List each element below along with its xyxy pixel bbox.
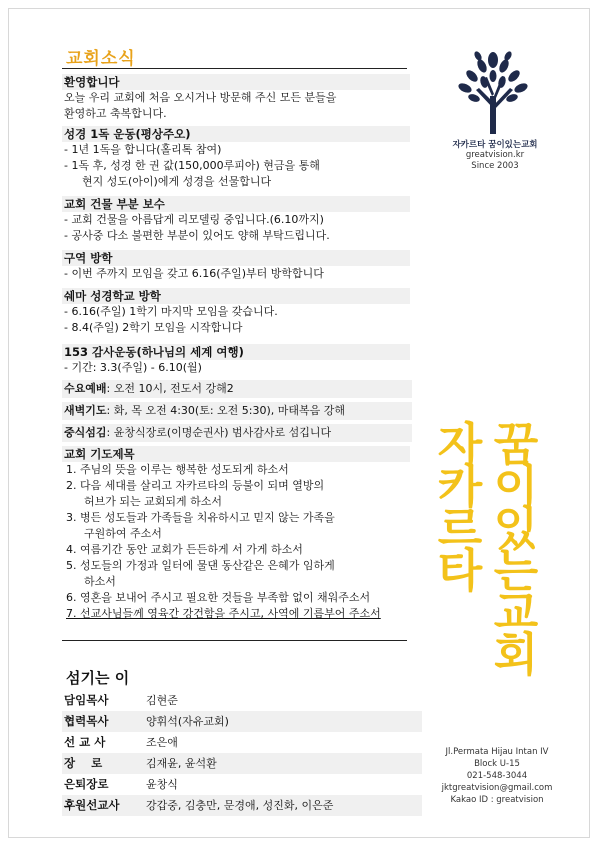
staff-names: 강갑중, 김충만, 문경애, 성진화, 이은준 (146, 799, 334, 812)
section-shema-school (62, 288, 410, 336)
section-building-repair (62, 196, 410, 244)
prayer-item: 6. 영혼을 보내어 주시고 필요한 것들을 부족함 없이 채워주소서 (66, 591, 371, 604)
inline-wednesday-text: : 오전 10시, 전도서 강해2 (106, 382, 234, 395)
staff-role: 선 교 사 (64, 735, 106, 749)
section-thanks-153-head: 153 감사운동(하나님의 세계 여행) (62, 344, 410, 360)
inline-dawn-prayer (62, 402, 412, 420)
contact-address-2: Block U-15 (474, 759, 520, 769)
contact-kakao: Kakao ID : greatvision (450, 795, 544, 805)
section-building-repair-head: 교회 건물 부분 보수 (62, 196, 410, 212)
prayer-item: 하소서 (84, 575, 116, 588)
prayer-item: 2. 다음 세대를 살리고 자카르타의 등불이 되며 열방의 (66, 479, 325, 492)
prayer-item: 5. 성도들의 가정과 일터에 물댄 동산같은 은혜가 임하게 (66, 559, 335, 572)
section-cell-break-line-1: - 이번 주까지 모임을 갖고 6.16(주일)부터 방학합니다 (64, 267, 324, 280)
inline-wednesday-service (62, 380, 412, 398)
prayer-item: 구원하여 주소서 (84, 527, 162, 540)
inline-wednesday-label: 수요예배 (64, 382, 107, 395)
staff-names: 양휘석(자유교회) (146, 715, 229, 728)
staff-row (62, 753, 422, 774)
contact-address-1: Jl.Permata Hijau Intan IV (445, 747, 549, 757)
news-title: 교회소식 (66, 49, 136, 69)
staff-role: 담임목사 (64, 693, 109, 707)
section-prayer (62, 446, 410, 622)
church-website: greatvision.kr (465, 150, 525, 160)
section-bible-reading-line-3: 현지 성도(아이)에게 성경을 선물합니다 (82, 175, 272, 188)
inline-lunch-serving (62, 424, 412, 442)
section-shema-school-line-1: - 6.16(주일) 1학기 마지막 모임을 갖습니다. (64, 305, 278, 318)
section-bible-reading-line-1: - 1년 1독을 합니다(홀리톡 참여) (64, 143, 222, 156)
prayer-item: 1. 주님의 뜻을 이루는 행복한 성도되게 하소서 (66, 463, 289, 476)
section-bible-reading-line-2: - 1독 후, 성경 한 권 값(150,000루피아) 현금을 통해 (64, 159, 320, 172)
contact-phone: 021-548-3044 (466, 771, 528, 781)
vertical-title-jakarta: 자카르타 (430, 420, 484, 588)
staff-role: 은퇴장로 (64, 777, 109, 791)
staff-title: 섬기는 이 (66, 669, 130, 687)
section-cell-break-head: 구역 방학 (62, 250, 410, 266)
inline-lunch-label: 중식섬김 (64, 426, 107, 439)
vertical-church-title (424, 420, 544, 730)
staff-row (62, 795, 422, 816)
church-name: 자카르타 꿈이있는교회 (452, 140, 538, 150)
tree-logo-icon (452, 48, 534, 138)
prayer-item: 허브가 되는 교회되게 하소서 (84, 495, 223, 508)
inline-lunch-text: : 윤창식장로(이명순권사) 범사감사로 섬깁니다 (106, 426, 332, 439)
section-cell-break (62, 250, 410, 282)
prayer-item: 7. 선교사님들께 영육간 강건함을 주시고, 사역에 기름부어 주소서 (66, 607, 381, 620)
prayer-item: 4. 여름기간 동안 교회가 든든하게 서 가게 하소서 (66, 543, 303, 556)
prayer-rule (62, 640, 407, 641)
church-since: Since 2003 (471, 161, 519, 171)
section-bible-reading (62, 126, 410, 190)
news-title-rule (62, 68, 407, 69)
staff-row (62, 732, 422, 753)
section-welcome-head: 환영합니다 (62, 74, 410, 90)
staff-names: 김현준 (146, 694, 178, 707)
staff-names: 김재윤, 윤석환 (146, 757, 217, 770)
section-bible-reading-head: 성경 1독 운동(평상주오) (62, 126, 410, 142)
staff-row (62, 711, 422, 732)
inline-dawn-text: : 화, 목 오전 4:30(토: 오전 5:30), 마태복음 강해 (106, 404, 346, 417)
staff-role: 협력목사 (64, 714, 109, 728)
section-welcome (62, 74, 410, 122)
prayer-head: 교회 기도제목 (62, 446, 410, 462)
section-thanks-153 (62, 344, 410, 376)
contact-email: jktgreatvision@gmail.com (441, 783, 553, 793)
section-welcome-line-2: 환영하고 축복합니다. (64, 107, 167, 120)
staff-names: 윤창식 (146, 778, 178, 791)
section-shema-school-head: 쉐마 성경학교 방학 (62, 288, 410, 304)
section-shema-school-line-2: - 8.4(주일) 2학기 모임을 시작합니다 (64, 321, 243, 334)
section-thanks-153-line-1: - 기간: 3.3(주일) - 6.10(월) (64, 361, 202, 374)
inline-dawn-label: 새벽기도 (64, 404, 107, 417)
staff-role: 장 로 (64, 756, 103, 770)
vertical-title-church: 꿈이있는교회 (486, 420, 540, 672)
section-welcome-line-1: 오늘 우리 교회에 처음 오시거나 방문해 주신 모든 분들을 (64, 91, 337, 104)
section-building-repair-line-2: - 공사중 다소 불편한 부분이 있어도 양해 부탁드립니다. (64, 229, 330, 242)
prayer-item: 3. 병든 성도들과 가족들을 치유하시고 믿지 않는 가족을 (66, 511, 335, 524)
staff-row (62, 774, 422, 795)
section-building-repair-line-1: - 교회 건물을 아름답게 리모델링 중입니다.(6.10까지) (64, 213, 324, 226)
staff-names: 조은애 (146, 736, 178, 749)
staff-row (62, 690, 422, 711)
staff-role: 후원선교사 (64, 798, 120, 812)
